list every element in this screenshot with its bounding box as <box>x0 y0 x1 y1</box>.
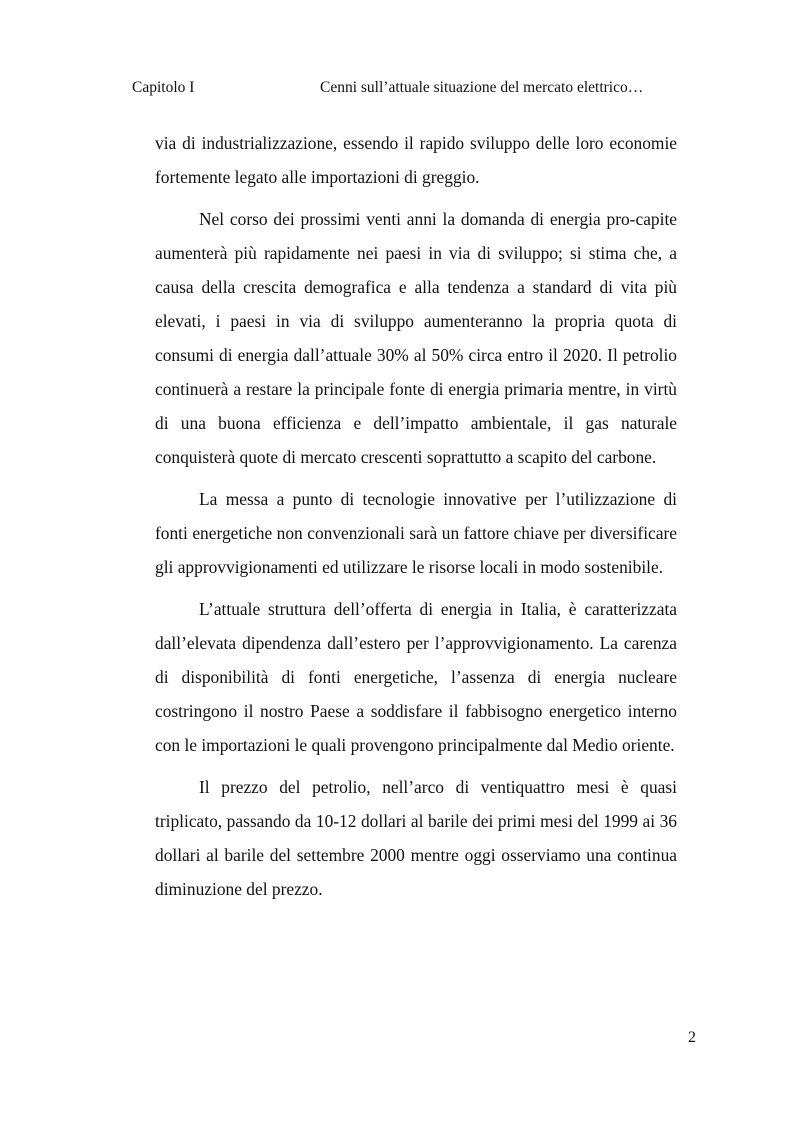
chapter-label: Capitolo I <box>132 79 195 96</box>
running-header <box>132 77 662 99</box>
body-text <box>155 126 677 914</box>
chapter-title: Cenni sull’attuale situazione del mercato elettrico… <box>320 79 644 96</box>
paragraph-oil-price: Il prezzo del petrolio, nell’arco di ventiquattro mesi è quasi triplicato, passando da 10-12 dollari al barile dei primi mesi del 1999 ai 36 dollari al barile del settembre 2000 mentre oggi osserviamo una continua diminuzione del prezzo. <box>155 777 677 899</box>
paragraph-energy-demand: Nel corso dei prossimi venti anni la domanda di energia pro-capite aumenterà più rapidamente nei paesi in via di sviluppo; si stima che, a causa della crescita demografica e alla tendenza a standard di vita più elevati, i paesi in via di sviluppo aumenteranno la propria quota di consumi di energia dall’attuale 30% al 50% circa entro il 2020. Il petrolio continuerà a restare la principale fonte di energia primaria mentre, in virtù di una buona efficienza e dell’impatto ambientale, il gas naturale conquisterà quote di mercato crescenti soprattutto a scapito del carbone. <box>155 209 677 467</box>
page-number: 2 <box>688 1029 696 1046</box>
paragraph-italy-energy-structure: L’attuale struttura dell’offerta di energia in Italia, è caratterizzata dall’elevata dipendenza dall’estero per l’approvvigionamento. La carenza di disponibilità di fonti energetiche, l’assenza di energia nucleare costringono il nostro Paese a soddisfare il fabbisogno energetico interno con le importazioni le quali provengono principalmente dal Medio oriente. <box>155 599 677 755</box>
paragraph-innovative-technologies: La messa a punto di tecnologie innovative per l’utilizzazione di fonti energetiche non convenzionali sarà un fattore chiave per diversificare gli approvvigionamenti ed utilizzare le risorse locali in modo sostenibile. <box>155 489 677 577</box>
paragraph-continued: via di industrializzazione, essendo il rapido sviluppo delle loro economie fortemente legato alle importazioni di greggio. <box>155 133 677 187</box>
